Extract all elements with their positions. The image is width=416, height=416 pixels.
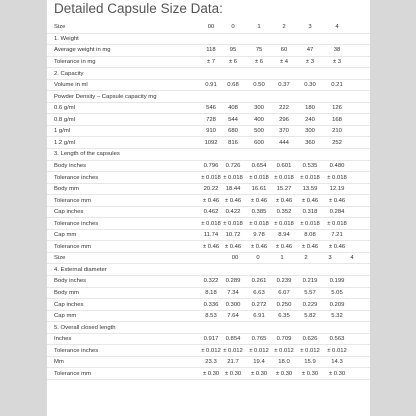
table-cell: 0.209	[329, 301, 345, 308]
table-cell: 5.57	[304, 289, 316, 296]
table-cell: ± 0.46	[224, 197, 242, 204]
table-cell: ± 0.30	[224, 370, 242, 377]
table-cell: 0.765	[251, 336, 267, 343]
table-cell: ± 0.012	[201, 347, 221, 354]
table-row	[47, 357, 370, 369]
table-cell: 19.4	[253, 359, 265, 366]
table-row	[47, 311, 370, 323]
table-cell: ± 0.012	[327, 347, 347, 354]
table-row	[47, 276, 370, 288]
table-cell: 13.59	[302, 186, 318, 193]
row-label: 2. Capacity	[54, 70, 84, 77]
table-cell: 0.229	[302, 301, 318, 308]
table-row	[47, 149, 370, 161]
table-cell: 300	[305, 128, 315, 135]
table-cell: ± 0.012	[300, 347, 320, 354]
table-cell: ± 0.46	[275, 243, 293, 250]
row-label: 1 g/ml	[54, 128, 71, 135]
table-cell: 4	[335, 24, 339, 31]
table-cell: 0.422	[225, 209, 241, 216]
row-label: 3. Length of the capsules	[54, 151, 120, 158]
table-row	[47, 345, 370, 357]
table-cell: 0.300	[225, 301, 241, 308]
table-cell: 0.535	[302, 162, 318, 169]
table-cell: ± 0.018	[223, 174, 243, 181]
table-cell: 0.854	[225, 336, 241, 343]
table-cell: 0.272	[251, 301, 267, 308]
table-cell: 222	[279, 105, 289, 112]
table-cell: 8.08	[304, 232, 316, 239]
table-row	[47, 57, 370, 69]
table-cell: 210	[332, 128, 342, 135]
row-label: Body mm	[54, 289, 79, 296]
table-cell: 7.64	[227, 313, 239, 320]
table-cell: 0.385	[251, 209, 267, 216]
table-cell: 360	[305, 139, 315, 146]
table-cell: ± 0.46	[275, 197, 293, 204]
table-cell: 1	[257, 24, 261, 31]
table-cell: ± 0.30	[328, 370, 346, 377]
table-cell: ± 0.012	[274, 347, 294, 354]
table-cell: 8.94	[278, 232, 290, 239]
row-label: Body inches	[54, 162, 87, 169]
table-cell: ± 0.018	[300, 174, 320, 181]
table-cell: 252	[332, 139, 342, 146]
row-label: Size	[54, 255, 66, 262]
table-row	[47, 114, 370, 126]
row-label: 1. Weight	[54, 35, 79, 42]
table-cell: 7.34	[227, 289, 239, 296]
table-cell: ± 0.018	[249, 174, 269, 181]
table-cell: 23.3	[205, 359, 217, 366]
table-row	[47, 241, 370, 253]
row-label: Body mm	[54, 186, 79, 193]
table-cell: 0.37	[278, 82, 290, 89]
table-cell: 0.219	[302, 278, 318, 285]
table-cell: ± 0.46	[202, 243, 220, 250]
table-cell: 0.68	[227, 82, 239, 89]
table-cell: 0.289	[225, 278, 241, 285]
table-cell: 20.22	[203, 186, 219, 193]
table-cell: ± 3	[305, 59, 315, 66]
table-cell: 0.654	[251, 162, 267, 169]
table-row	[47, 161, 370, 173]
table-row	[47, 45, 370, 57]
table-cell: 2	[282, 24, 286, 31]
table-cell: 7.21	[331, 232, 343, 239]
table-cell: 18.0	[278, 359, 290, 366]
table-cell: 0.462	[203, 209, 219, 216]
row-label: 4. External diameter	[54, 266, 107, 273]
table-cell: ± 6	[228, 59, 238, 66]
table-cell: 11.74	[203, 232, 219, 239]
row-label: Volume in ml	[54, 82, 88, 89]
table-cell: 14.3	[331, 359, 343, 366]
table-cell: 728	[206, 116, 216, 123]
table-cell: ± 0.30	[275, 370, 293, 377]
table-cell: ± 6	[254, 59, 264, 66]
table-cell: 180	[305, 105, 315, 112]
table-cell: 0.239	[276, 278, 292, 285]
table-cell: 00	[231, 255, 239, 262]
table-cell: 0.917	[203, 336, 219, 343]
table-row	[47, 91, 370, 103]
table-cell: 5.05	[331, 289, 343, 296]
table-cell: ± 0.018	[274, 174, 294, 181]
table-row	[47, 253, 370, 265]
table-cell: 00	[207, 24, 215, 31]
table-cell: ± 0.46	[250, 197, 268, 204]
table-cell: 400	[254, 116, 264, 123]
table-cell: 8.18	[205, 289, 217, 296]
row-label: Average weight in mg	[54, 47, 111, 54]
table-cell: 10.72	[225, 232, 241, 239]
row-label: Tolerance inches	[54, 174, 99, 181]
row-label: 1.2 g/ml	[54, 139, 75, 146]
table-cell: ± 0.46	[202, 197, 220, 204]
table-row	[47, 368, 370, 380]
row-label: Tolerance mm	[54, 197, 91, 204]
row-label: Cap mm	[54, 313, 77, 320]
table-cell: 0.91	[205, 82, 217, 89]
table-cell: 0.250	[276, 301, 292, 308]
table-cell: 408	[228, 105, 238, 112]
table-row	[47, 218, 370, 230]
table-cell: 0.336	[203, 301, 219, 308]
table-cell: ± 0.30	[301, 370, 319, 377]
table-row	[47, 195, 370, 207]
table-row	[47, 264, 370, 276]
table-cell: 600	[254, 139, 264, 146]
table-cell: ± 0.012	[223, 347, 243, 354]
table-cell: 370	[279, 128, 289, 135]
table-cell: 0.352	[276, 209, 292, 216]
table-cell: ± 0.012	[249, 347, 269, 354]
table-cell: 4	[350, 255, 354, 262]
table-cell: 118	[206, 47, 216, 54]
table-row	[47, 172, 370, 184]
table-row	[47, 230, 370, 242]
table-cell: ± 7	[206, 59, 216, 66]
table-cell: 0.322	[203, 278, 219, 285]
table-cell: ± 3	[332, 59, 342, 66]
table-cell: ± 0.46	[301, 197, 319, 204]
table-cell: 300	[254, 105, 264, 112]
row-label: Cap inches	[54, 209, 84, 216]
table-cell: 0.626	[302, 336, 318, 343]
table-cell: 5.82	[304, 313, 316, 320]
table-cell: 0.261	[251, 278, 267, 285]
table-cell: 3	[328, 255, 332, 262]
table-cell: 6.35	[278, 313, 290, 320]
table-cell: ± 0.018	[327, 174, 347, 181]
row-label: Size	[54, 24, 66, 31]
table-row	[47, 207, 370, 219]
table-cell: 15.27	[276, 186, 292, 193]
table-cell: ± 0.46	[301, 243, 319, 250]
table-cell: 47	[306, 47, 314, 54]
table-cell: 168	[332, 116, 342, 123]
row-label: Cap inches	[54, 301, 84, 308]
table-cell: 1	[280, 255, 284, 262]
table-cell: 12.19	[329, 186, 345, 193]
table-row	[47, 68, 370, 80]
row-label: Tolerance inches	[54, 347, 99, 354]
table-cell: ± 0.018	[300, 220, 320, 227]
row-label: Tolerance in mg	[54, 59, 96, 66]
table-cell: 0.563	[329, 336, 345, 343]
table-cell: 2	[304, 255, 308, 262]
table-cell: 0.318	[302, 209, 318, 216]
table-cell: ± 0.018	[249, 220, 269, 227]
table-cell: 0.284	[329, 209, 345, 216]
table-row	[47, 184, 370, 196]
row-label: Tolerance mm	[54, 370, 91, 377]
table-cell: 0.601	[276, 162, 292, 169]
table-cell: ± 0.018	[201, 220, 221, 227]
table-cell: ± 0.46	[328, 243, 346, 250]
table-cell: 0.50	[253, 82, 265, 89]
table-row	[47, 126, 370, 138]
table-cell: 6.07	[278, 289, 290, 296]
row-label: Inches	[54, 336, 72, 343]
table-cell: 6.91	[253, 313, 265, 320]
table-cell: ± 0.018	[274, 220, 294, 227]
table-cell: 38	[333, 47, 341, 54]
table-cell: ± 0.018	[327, 220, 347, 227]
table-cell: 0.709	[276, 336, 292, 343]
table-cell: ± 0.30	[250, 370, 268, 377]
row-label: Body inches	[54, 278, 87, 285]
table-cell: 500	[254, 128, 264, 135]
row-label: Mm	[54, 359, 64, 366]
table-cell: 75	[255, 47, 263, 54]
table-cell: 546	[206, 105, 216, 112]
row-label: 5. Overall closed length	[54, 324, 116, 331]
table-row	[47, 80, 370, 92]
table-cell: 95	[229, 47, 237, 54]
table-cell: ± 0.018	[201, 174, 221, 181]
document-page	[47, 0, 370, 416]
table-cell: 0.199	[329, 278, 345, 285]
row-label: Cap mm	[54, 232, 77, 239]
page-title: Detailed Capsule Size Data:	[54, 1, 223, 16]
row-label: 0.6 g/ml	[54, 105, 75, 112]
table-cell: 0	[256, 255, 260, 262]
table-cell: 0.796	[203, 162, 219, 169]
table-row	[47, 299, 370, 311]
table-cell: ± 0.46	[224, 243, 242, 250]
table-row	[47, 22, 370, 34]
table-cell: ± 0.46	[250, 243, 268, 250]
table-row	[47, 137, 370, 149]
table-cell: 8.53	[205, 313, 217, 320]
table-cell: 18.44	[225, 186, 241, 193]
table-row	[47, 34, 370, 46]
row-label: Powder Density – Capsule capacity mg	[54, 93, 157, 100]
table-cell: 15.9	[304, 359, 316, 366]
table-cell: 240	[305, 116, 315, 123]
row-label: Tolerance inches	[54, 220, 99, 227]
row-label: 0.8 g/ml	[54, 116, 75, 123]
table-row	[47, 103, 370, 115]
table-cell: 5.32	[331, 313, 343, 320]
table-cell: 21.7	[227, 359, 239, 366]
table-cell: 9.78	[253, 232, 265, 239]
table-cell: 6.63	[253, 289, 265, 296]
table-cell: 444	[279, 139, 289, 146]
table-cell: 816	[228, 139, 238, 146]
table-row	[47, 288, 370, 300]
table-cell: ± 0.018	[223, 220, 243, 227]
table-cell: ± 4	[279, 59, 289, 66]
table-cell: 1092	[204, 139, 218, 146]
table-row	[47, 334, 370, 346]
table-cell: 0	[231, 24, 235, 31]
table-cell: ± 0.46	[328, 197, 346, 204]
table-cell: 296	[279, 116, 289, 123]
table-cell: 0.726	[225, 162, 241, 169]
table-row	[47, 322, 370, 334]
table-cell: 0.21	[331, 82, 343, 89]
row-label: Tolerance mm	[54, 243, 91, 250]
table-cell: 3	[308, 24, 312, 31]
table-cell: 910	[206, 128, 216, 135]
table-cell: ± 0.30	[202, 370, 220, 377]
table-cell: 16.61	[251, 186, 267, 193]
table-cell: 680	[228, 128, 238, 135]
table-cell: 60	[280, 47, 288, 54]
table-cell: 544	[228, 116, 238, 123]
capsule-size-table	[47, 22, 370, 380]
table-cell: 0.30	[304, 82, 316, 89]
table-cell: 126	[332, 105, 342, 112]
table-cell: 0.480	[329, 162, 345, 169]
